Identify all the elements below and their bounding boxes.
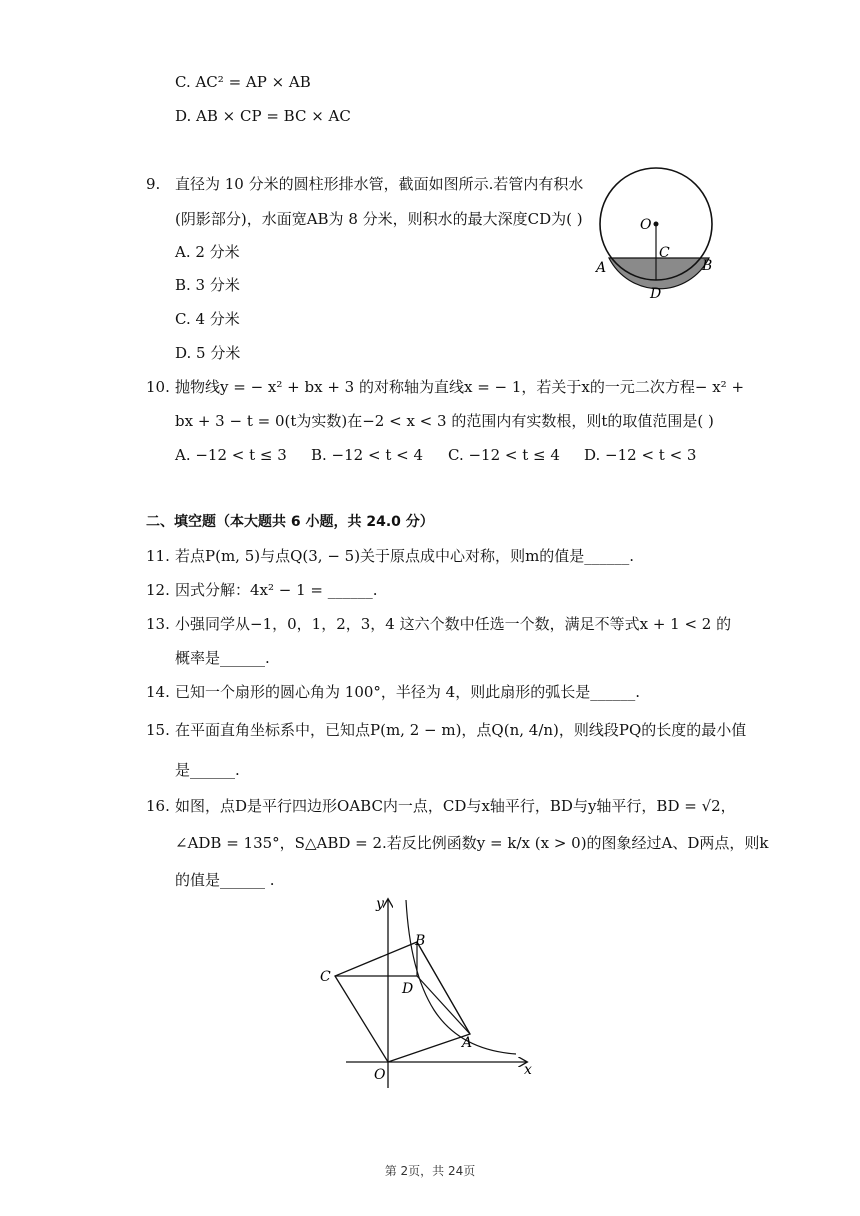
q9-number: 9. [146,175,161,193]
page-footer: 第 2页，共 24页 [384,1164,476,1178]
q16-number: 16. [146,797,170,815]
q10-stem-line2: bx + 3 − t = 0(t为实数)在−2 < x < 3 的范围内有实数根，则t的取值范围是( ) [175,412,714,430]
q16-line3: 的值是______ . [175,871,275,889]
q16-label-x: x [524,1062,532,1078]
q10-option-c: C. −12 < t ≤ 4 [448,446,560,464]
q9-label-b: B [702,258,713,274]
q16-line1: 如图，点D是平行四边形OABC内一点，CD与x轴平行，BD与y轴平行，BD = √2， [175,797,736,815]
q9-option-b: B. 3 分米 [175,276,240,294]
q13-line1: 小强同学从−1，0，1，2，3，4 这六个数中任选一个数，满足不等式x + 1 < 2 的 [175,615,732,633]
q12-number: 12. [146,581,170,599]
q10-option-a: A. −12 < t ≤ 3 [175,446,287,464]
q9-label-c: C [659,245,670,261]
q9-pipe-figure [588,166,728,306]
q10-option-d: D. −12 < t < 3 [584,446,697,464]
q12-text: 因式分解：4x² − 1 = ______. [175,581,378,599]
q11-number: 11. [146,547,170,565]
q9-label-d: D [650,286,662,302]
q16-label-a: A [462,1035,473,1051]
q9-option-a: A. 2 分米 [175,243,240,261]
q10-number: 10. [146,378,170,396]
q9-label-a: A [596,260,607,276]
q16-label-c: C [320,969,331,985]
q16-coordinate-figure [310,892,550,1097]
q10-option-b: B. −12 < t < 4 [311,446,423,464]
q16-line2: ∠ADB = 135°，S△ABD = 2.若反比例函数y = k/x (x > 0)的图象经过A、D两点，则k [175,834,769,852]
q9-stem-line1: 直径为 10 分米的圆柱形排水管，截面如图所示.若管内有积水 [175,175,584,193]
q9-option-d: D. 5 分米 [175,344,241,362]
q16-label-y: y [376,896,384,912]
q15-line2: 是______. [175,761,240,779]
q8-option-d: D. AB × CP = BC × AC [175,107,351,125]
q11-text: 若点P(m, 5)与点Q(3, − 5)关于原点成中心对称，则m的值是______. [175,547,635,565]
q9-stem-line2: (阴影部分)，水面宽AB为 8 分米，则积水的最大深度CD为( ) [175,210,583,228]
q13-number: 13. [146,615,170,633]
q9-option-c: C. 4 分米 [175,310,240,328]
section-heading-fill-in: 二、填空题（本大题共 6 小题，共 24.0 分） [146,514,434,530]
q8-option-c: C. AC² = AP × AB [175,73,311,91]
q14-text: 已知一个扇形的圆心角为 100°，半径为 4，则此扇形的弧长是______. [175,683,640,701]
q16-label-d: D [402,981,414,997]
q14-number: 14. [146,683,170,701]
q16-label-b: B [415,933,426,949]
q15-number: 15. [146,721,170,739]
q16-label-o: O [374,1067,386,1083]
q10-stem-line1: 抛物线y = − x² + bx + 3 的对称轴为直线x = − 1，若关于x的一元二次方程− x² + [175,378,745,396]
q13-line2: 概率是______. [175,649,270,667]
q15-line1: 在平面直角坐标系中，已知点P(m, 2 − m)，点Q(n, 4/n)，则线段PQ的长度的最小值 [175,721,747,739]
q9-label-o: O [640,217,652,233]
